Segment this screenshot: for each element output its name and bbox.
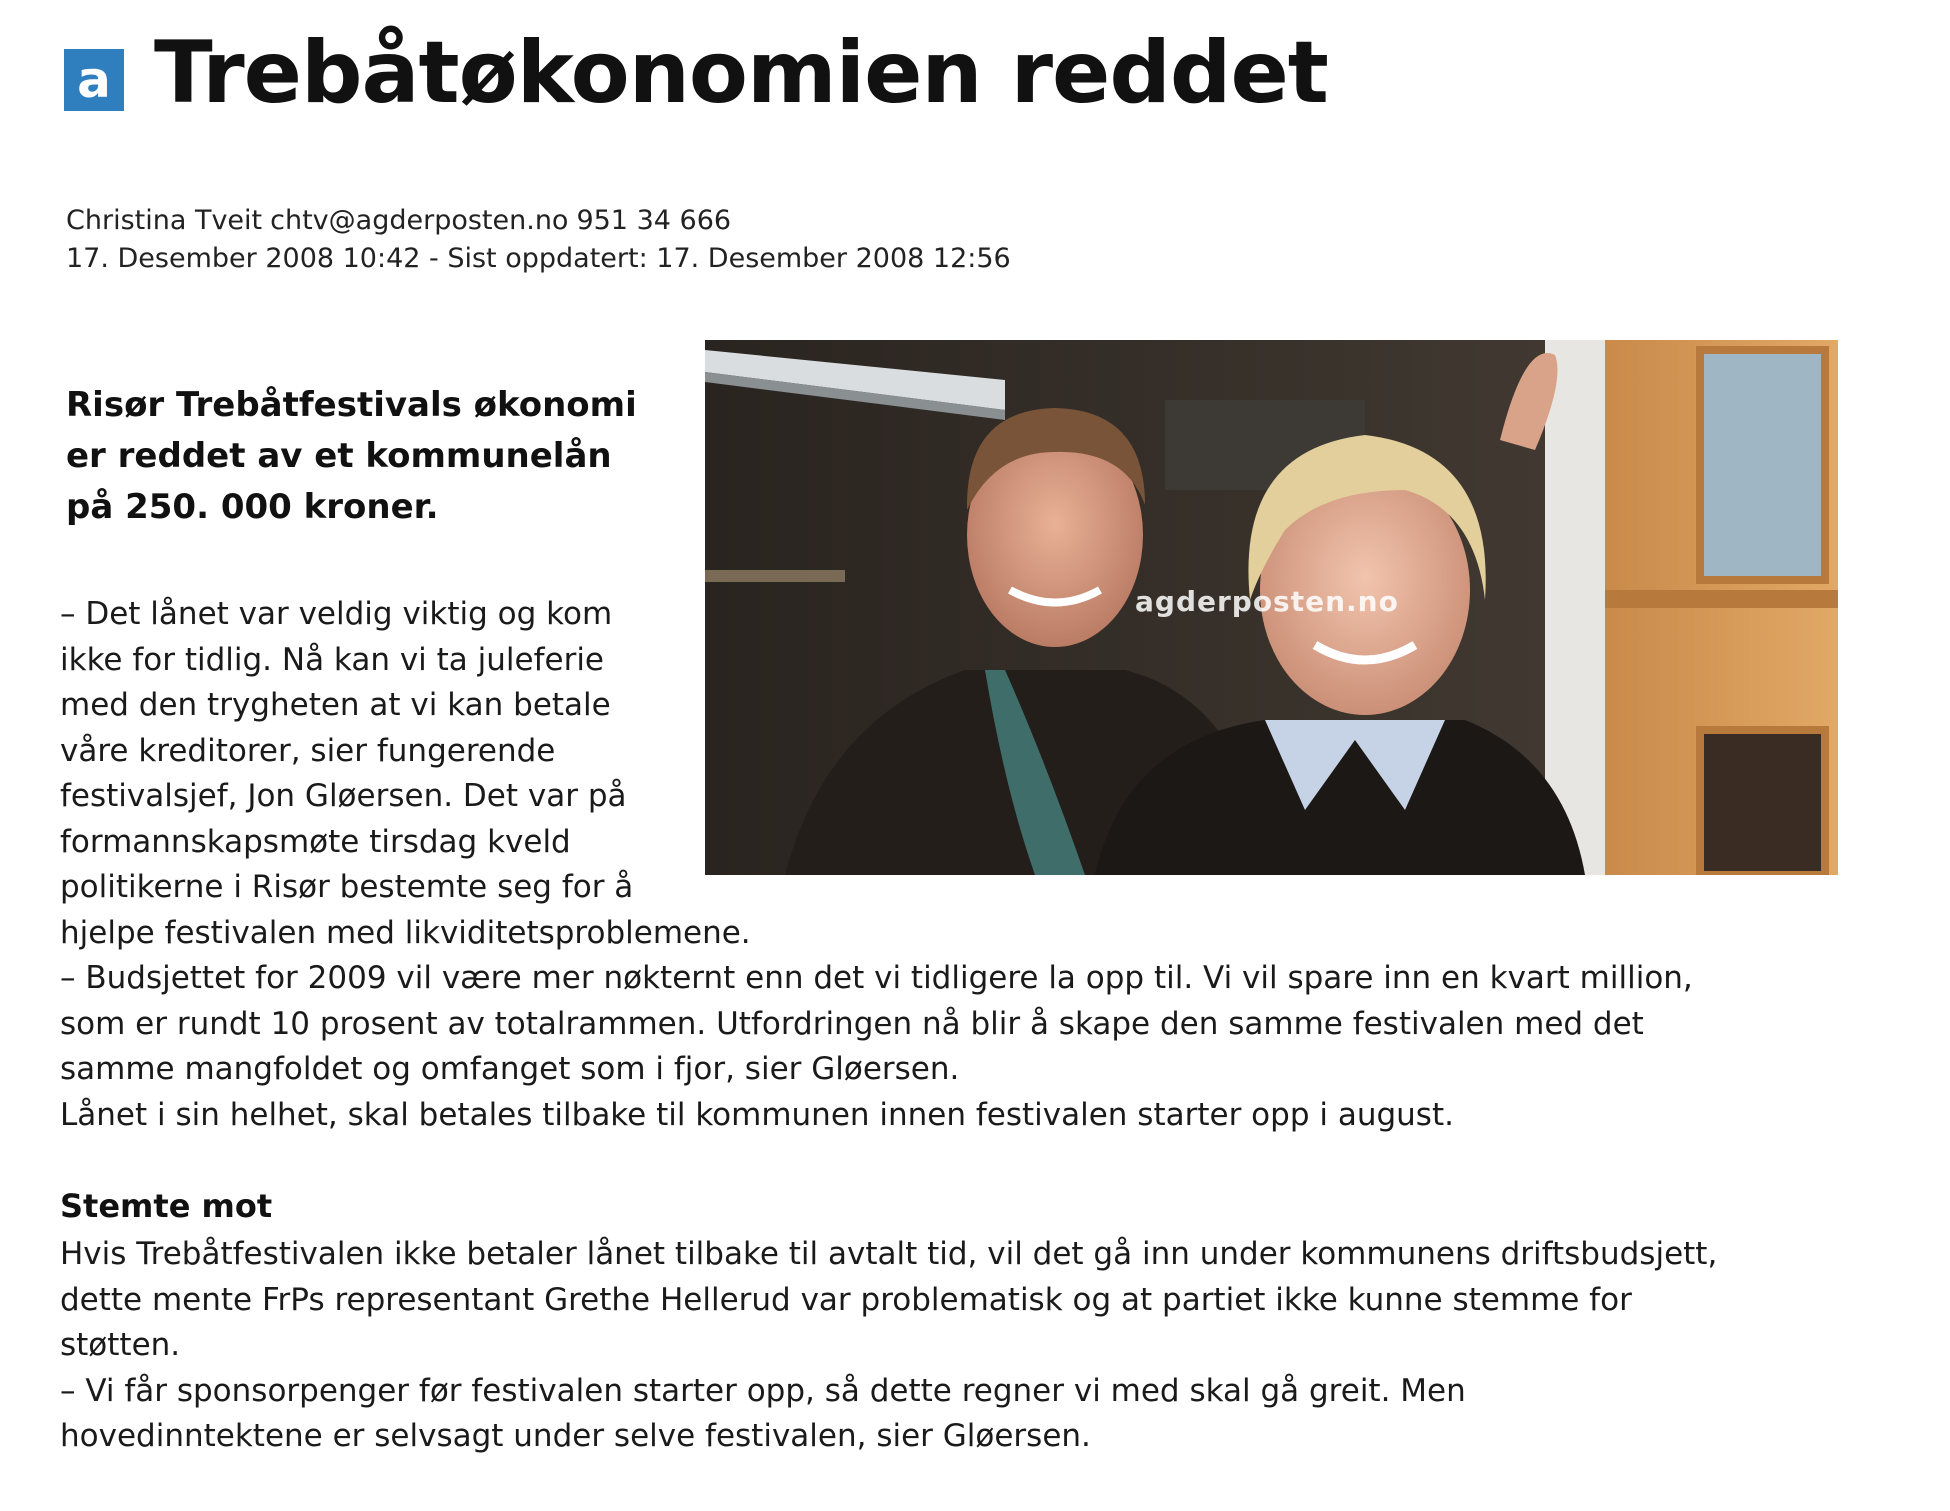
byline-phone: 951 34 666 [576,205,732,236]
byline-dateline: 17. Desember 2008 10:42 - Sist oppdatert: 17. Desember 2008 12:56 [66,243,1011,274]
lead-line: på 250. 000 kroner. [66,487,439,527]
text-line: festivalsjef, Jon Gløersen. Det var på [60,778,627,814]
subheading: Stemte mot [60,1187,273,1225]
text-line: – Vi får sponsorpenger før festivalen starter opp, så dette regner vi med skal gå greit. Men [60,1372,1466,1409]
text-line: politikerne i Risør bestemte seg for å [60,869,634,905]
text-line: våre kreditorer, sier fungerende [60,732,556,769]
paragraph-vote [60,1232,1860,1460]
text-line: med den trygheten at vi kan betale [60,687,611,723]
text-line: støtten. [60,1327,181,1363]
text-line: dette mente FrPs representant Grethe Hellerud var problematisk og at partiet ikke kunne stemme for [60,1281,1632,1318]
article-photo [705,340,1838,875]
paragraph-intro [60,592,751,956]
article-lead [66,380,706,533]
byline-author: Christina Tveit [66,205,263,236]
text-line: hjelpe festivalen med likviditetsproblemene. [60,914,751,951]
photo-watermark: agderposten.no [1135,585,1399,618]
byline [66,202,1011,278]
byline-author-line [66,202,1011,240]
paragraph-budget [60,956,1860,1138]
text-line: samme mangfoldet og omfanget som i fjor, sier Gløersen. [60,1051,960,1087]
headline-row [64,23,1328,123]
text-line: Lånet i sin helhet, skal betales tilbake til kommunen innen festivalen starter opp i august. [60,1096,1454,1133]
text-line: formannskapsmøte tirsdag kveld [60,823,571,860]
logo-letter: a [77,51,111,110]
article-headline: Trebåtøkonomien reddet [154,23,1328,123]
text-line: ikke for tidlig. Nå kan vi ta juleferie [60,641,604,678]
byline-email[interactable]: chtv@agderposten.no [270,205,569,236]
text-line: som er rundt 10 prosent av totalrammen. Utfordringen nå blir å skape den samme festivalen med det [60,1005,1644,1042]
lead-line: Risør Trebåtfestivals økonomi [66,385,637,425]
text-line: – Budsjettet for 2009 vil være mer nøkternt enn det vi tidligere la opp til. Vi vil spare inn en kvart million, [60,960,1693,996]
text-line: Hvis Trebåtfestivalen ikke betaler lånet tilbake til avtalt tid, vil det gå inn under kommunens driftsbudsjett, [60,1236,1718,1272]
agderposten-logo-icon [64,49,124,111]
text-line: hovedinntektene er selvsagt under selve festivalen, sier Gløersen. [60,1418,1091,1454]
text-line: – Det lånet var veldig viktig og kom [60,596,613,632]
lead-line: er reddet av et kommunelån [66,436,612,476]
